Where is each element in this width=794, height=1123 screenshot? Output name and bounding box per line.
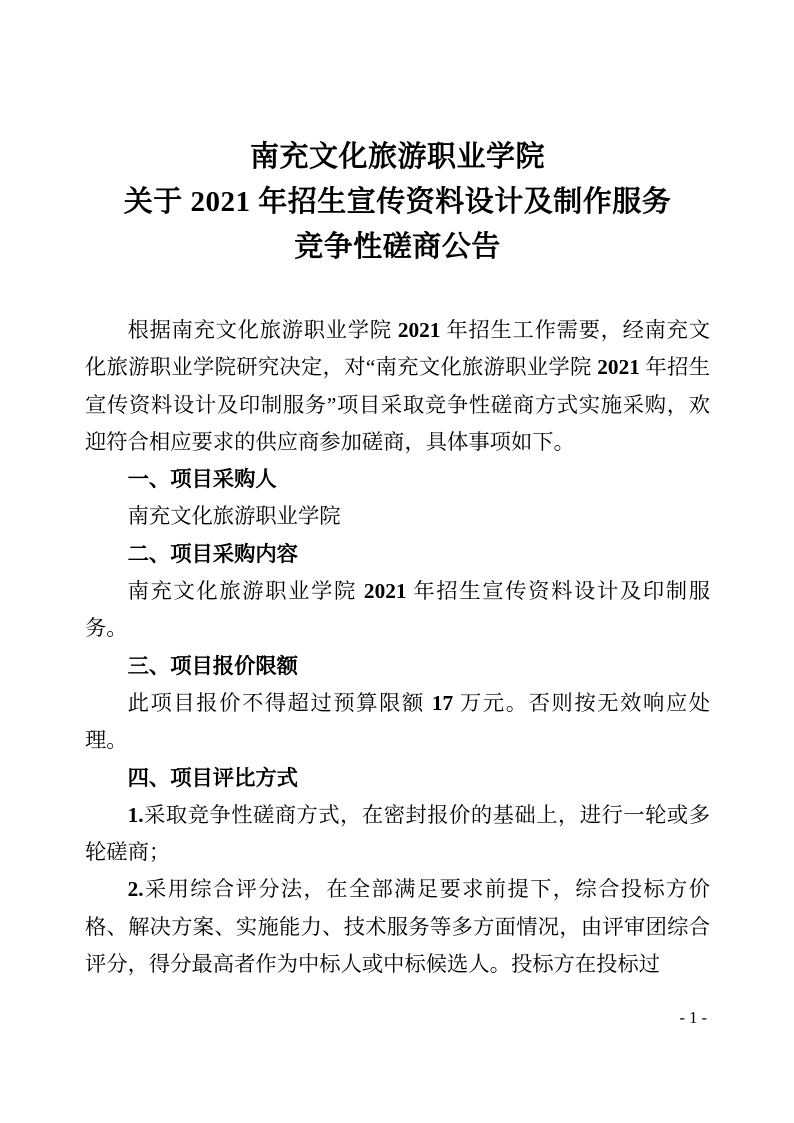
title-line-organization: 南充文化旅游职业学院 [249, 141, 545, 173]
section-3-heading: 三、项目报价限额 [127, 653, 298, 678]
section-4-item-1: 1.采取竞争性磋商方式，在密封报价的基础上，进行一轮或多轮磋商； [85, 802, 710, 865]
section-1-heading: 一、项目采购人 [127, 467, 277, 492]
section-2-paragraph: 南充文化旅游职业学院 2021 年招生宣传资料设计及印制服务。 [85, 579, 711, 641]
document-body [85, 312, 710, 983]
section-4-heading: 四、项目评比方式 [127, 765, 298, 790]
section-1-paragraph: 南充文化旅游职业学院 [127, 504, 341, 529]
title-line-announcement-type: 竞争性磋商公告 [294, 231, 501, 263]
document-title-block [85, 135, 710, 270]
section-3-paragraph: 此项目报价不得超过预算限额 17 万元。否则按无效响应处理。 [85, 690, 711, 753]
intro-paragraph: 根据南充文化旅游职业学院 2021 年招生工作需要，经南充文化旅游职业学院研究决定，对“南充文化旅游职业学院 2021 年招生宣传资料设计及印制服务”项目采取竞争性磋商方式实施采购，欢迎符合相应要求的供应商参加磋商，具体事项如下。 [85, 318, 711, 454]
section-2-heading: 二、项目采购内容 [127, 541, 298, 566]
page-number: - 1 - [679, 1008, 707, 1027]
section-4-item-2: 2.采用综合评分法，在全部满足要求前提下，综合投标方价格、解决方案、实施能力、技术服务等多方面情况，由评审团综合评分，得分最高者作为中标人或中标候选人。投标方在投标过 [85, 877, 710, 977]
title-line-subject: 关于 2021 年招生宣传资料设计及制作服务 [123, 186, 672, 218]
